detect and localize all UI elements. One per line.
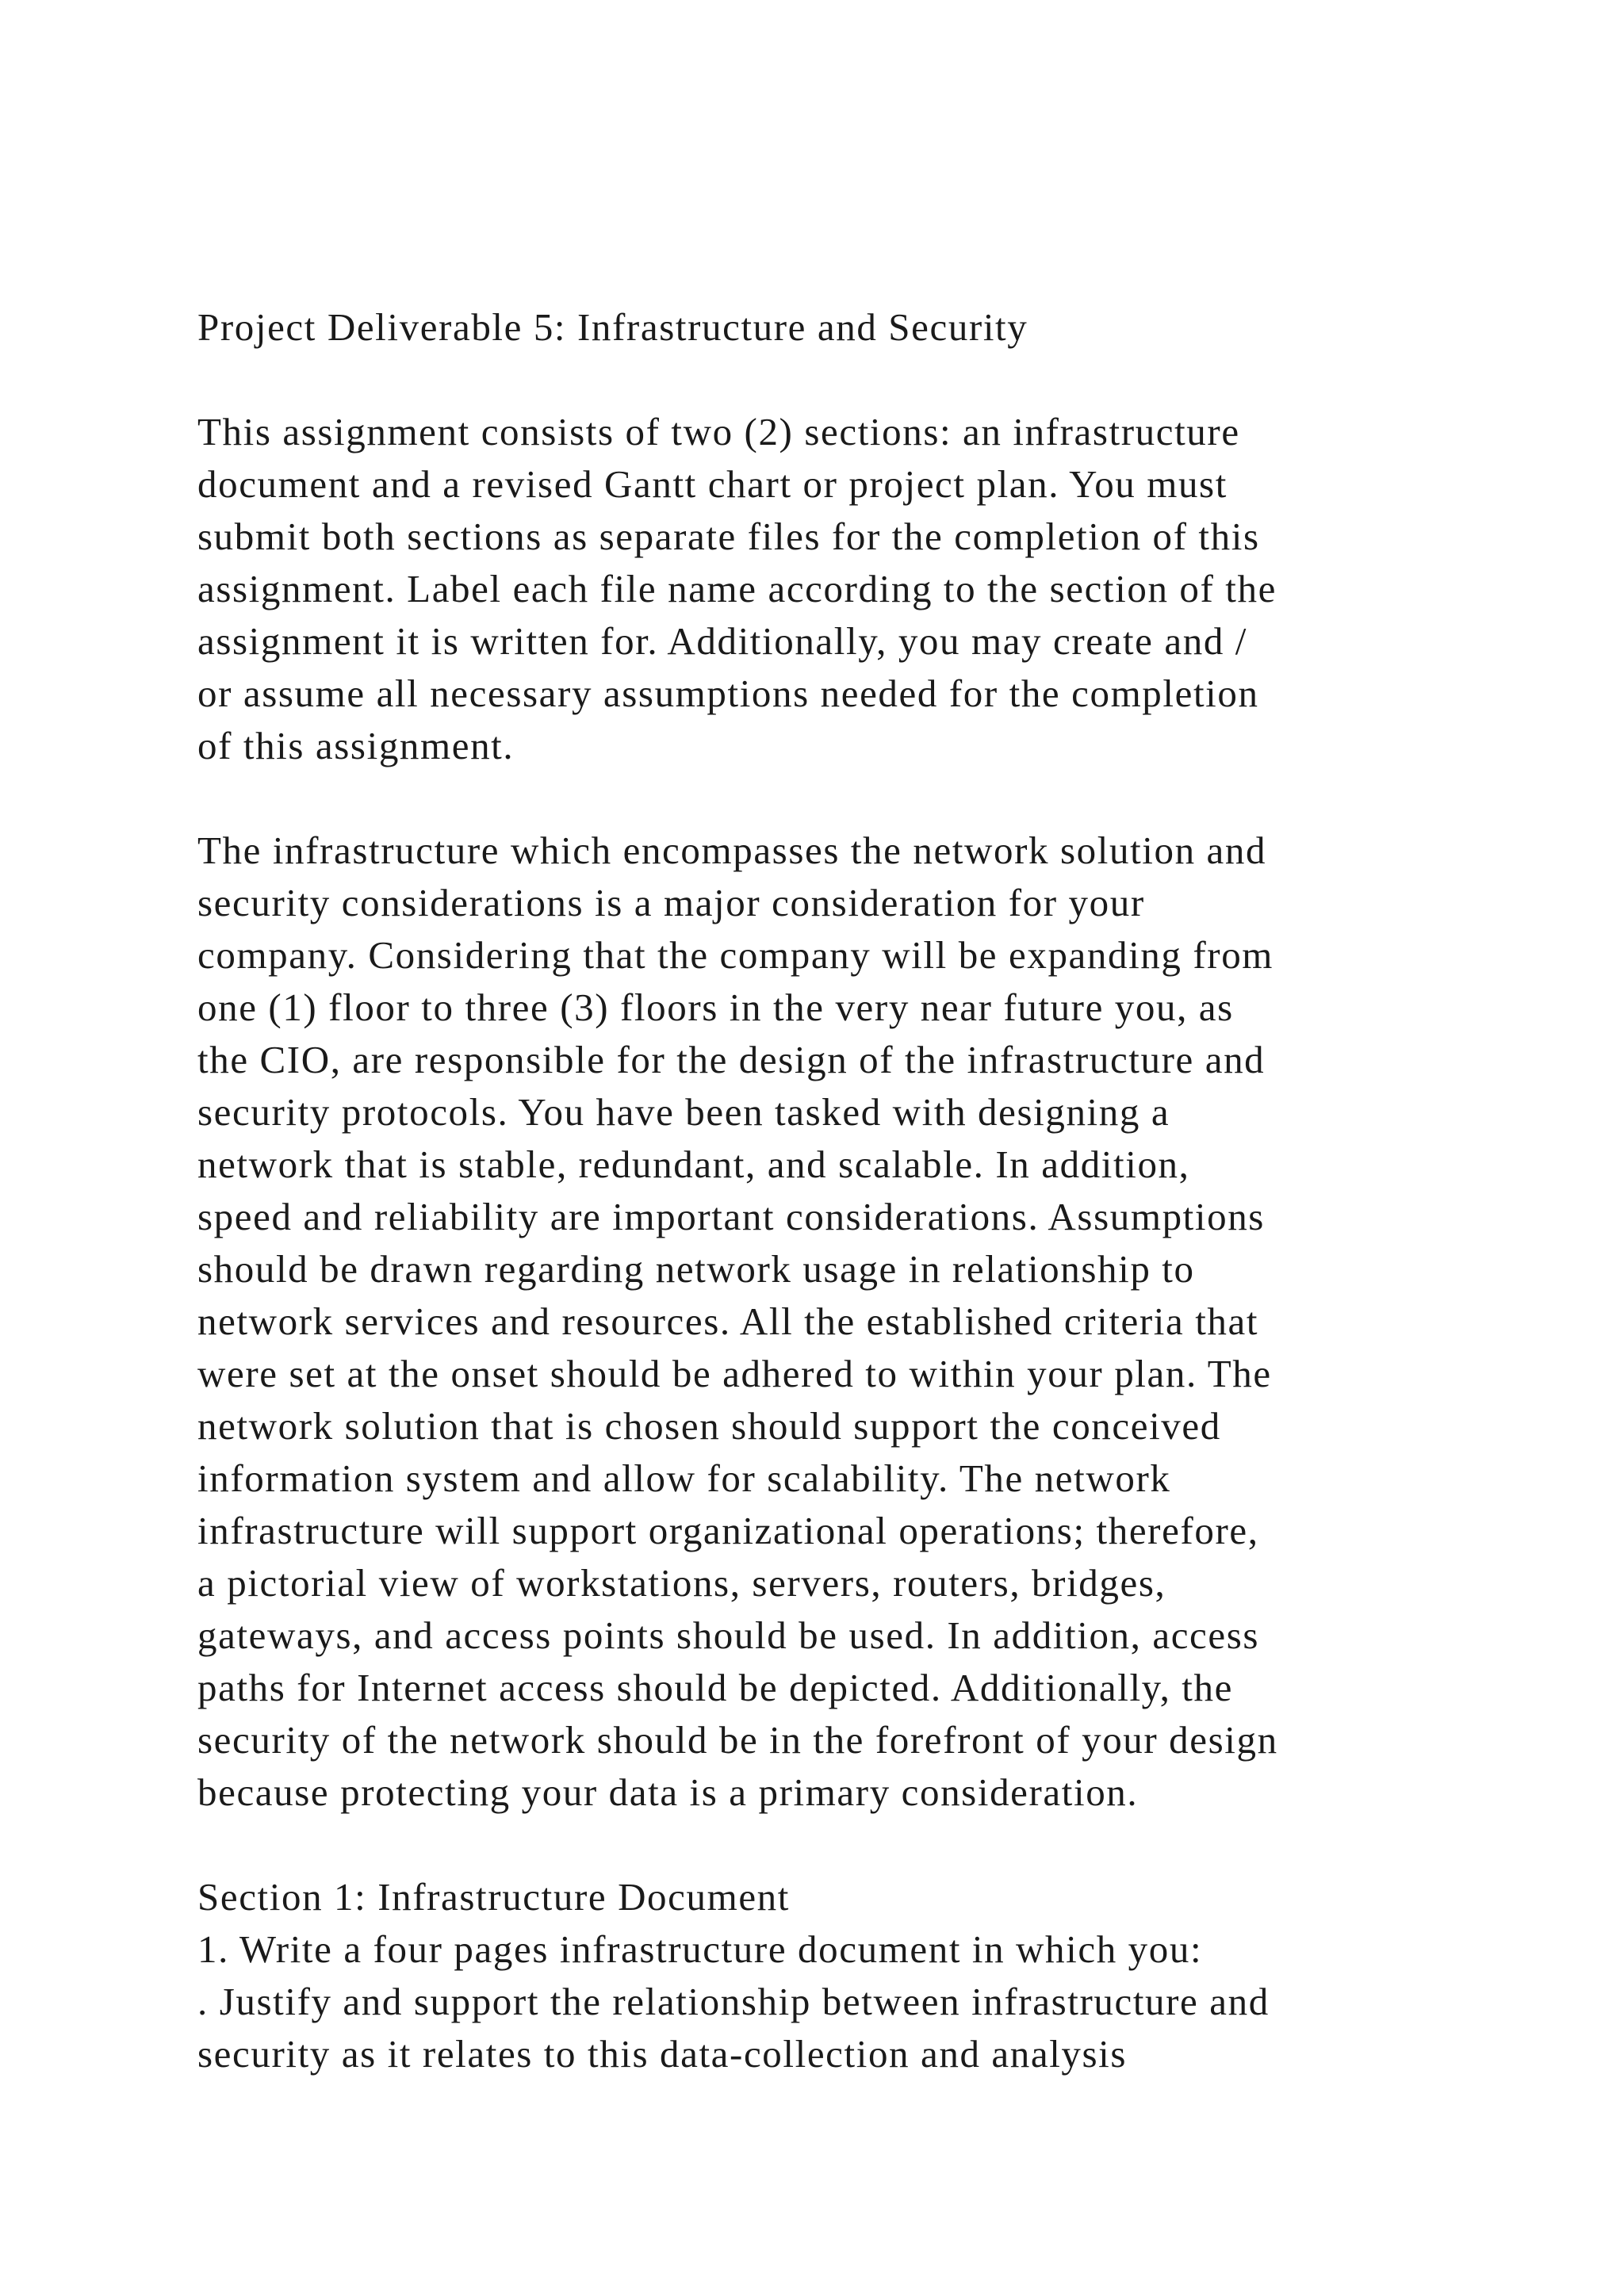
text-line: submit both sections as separate files for the completion of this (197, 515, 1260, 558)
text-line: network solution that is chosen should support the conceived (197, 1404, 1221, 1448)
text-line: assignment. Label each file name according to the section of the (197, 567, 1277, 610)
text-line: should be drawn regarding network usage in relationship to (197, 1247, 1195, 1291)
text-line: of this assignment. (197, 724, 515, 767)
text-line: security of the network should be in the forefront of your design (197, 1718, 1278, 1762)
section-1 (197, 1871, 1498, 2080)
paragraph-infrastructure (197, 825, 1498, 1819)
text-line: security as it relates to this data-collection and analysis (197, 2032, 1128, 2076)
list-item: . Justify and support the relationship between infrastructure and (197, 1980, 1270, 2023)
text-line: or assume all necessary assumptions needed for the completion (197, 672, 1259, 715)
paragraph-spacer (197, 772, 1498, 825)
text-line: assignment it is written for. Additionally, you may create and / (197, 619, 1247, 663)
paragraph-intro (197, 406, 1498, 772)
paragraph-spacer (197, 1819, 1498, 1871)
paragraph-spacer (197, 354, 1498, 406)
text-line: were set at the onset should be adhered to within your plan. The (197, 1352, 1272, 1395)
text-line: the CIO, are responsible for the design of the infrastructure and (197, 1038, 1266, 1081)
text-line: document and a revised Gantt chart or project plan. You must (197, 462, 1228, 506)
text-line: gateways, and access points should be used. In addition, access (197, 1613, 1260, 1657)
document-title: Project Deliverable 5: Infrastructure and Security (197, 305, 1028, 349)
text-line: company. Considering that the company will be expanding from (197, 933, 1274, 977)
list-item: 1. Write a four pages infrastructure document in which you: (197, 1927, 1203, 1971)
text-line: network that is stable, redundant, and scalable. In addition, (197, 1142, 1190, 1186)
text-line: a pictorial view of workstations, servers, routers, bridges, (197, 1561, 1166, 1605)
text-line: information system and allow for scalability. The network (197, 1456, 1171, 1500)
section-heading: Section 1: Infrastructure Document (197, 1875, 790, 1919)
text-line: This assignment consists of two (2) sections: an infrastructure (197, 410, 1240, 453)
text-line: security considerations is a major consideration for your (197, 881, 1145, 924)
document-body (197, 301, 1498, 2080)
text-line: speed and reliability are important considerations. Assumptions (197, 1195, 1265, 1238)
text-line: because protecting your data is a primary consideration. (197, 1770, 1139, 1814)
text-line: one (1) floor to three (3) floors in the very near future you, as (197, 985, 1234, 1029)
text-line: paths for Internet access should be depicted. Additionally, the (197, 1666, 1233, 1709)
text-line: security protocols. You have been tasked with designing a (197, 1090, 1170, 1134)
text-line: The infrastructure which encompasses the network solution and (197, 828, 1267, 872)
text-line: network services and resources. All the established criteria that (197, 1299, 1259, 1343)
text-line: infrastructure will support organizational operations; therefore, (197, 1509, 1259, 1552)
